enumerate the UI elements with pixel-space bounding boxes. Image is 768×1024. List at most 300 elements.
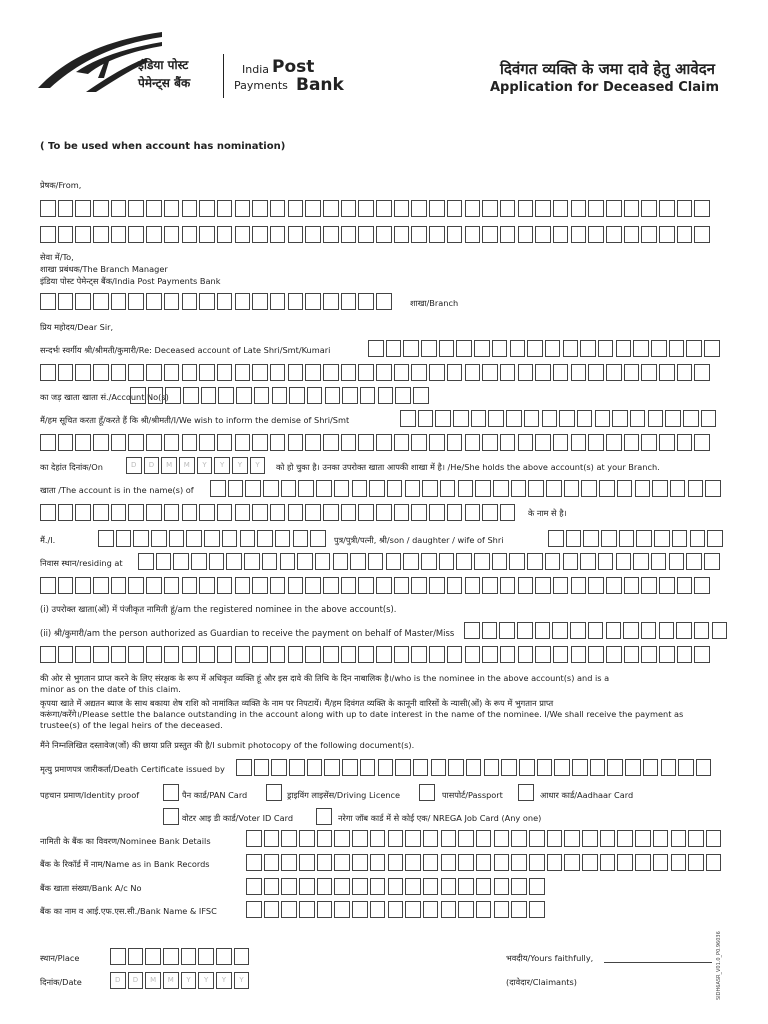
char-box[interactable] xyxy=(358,293,374,310)
char-box[interactable] xyxy=(570,622,586,639)
demise-date-boxes[interactable] xyxy=(126,457,268,474)
residing-boxes-2[interactable] xyxy=(40,577,712,594)
char-box[interactable] xyxy=(236,387,252,404)
char-box[interactable] xyxy=(511,830,527,847)
char-box[interactable] xyxy=(488,410,504,427)
char-box[interactable] xyxy=(524,410,540,427)
char-box[interactable] xyxy=(588,622,604,639)
char-box[interactable] xyxy=(310,530,326,547)
char-box[interactable] xyxy=(423,830,439,847)
char-box[interactable] xyxy=(270,577,286,594)
char-box[interactable] xyxy=(458,878,474,895)
char-box[interactable] xyxy=(376,226,392,243)
char-box[interactable] xyxy=(641,622,657,639)
char-box[interactable] xyxy=(388,830,404,847)
char-box[interactable] xyxy=(376,577,392,594)
char-box[interactable] xyxy=(235,434,251,451)
char-box[interactable] xyxy=(547,854,563,871)
char-box[interactable] xyxy=(519,759,535,776)
char-box[interactable] xyxy=(453,410,469,427)
char-box[interactable] xyxy=(547,830,563,847)
char-box[interactable] xyxy=(252,364,268,381)
char-box[interactable] xyxy=(500,646,516,663)
char-box[interactable] xyxy=(598,553,614,570)
char-box[interactable] xyxy=(164,226,180,243)
char-box[interactable] xyxy=(704,553,720,570)
char-box[interactable] xyxy=(474,340,490,357)
char-box[interactable] xyxy=(617,830,633,847)
char-box[interactable] xyxy=(494,854,510,871)
char-box[interactable] xyxy=(616,553,632,570)
char-box[interactable] xyxy=(288,646,304,663)
char-box[interactable] xyxy=(252,293,268,310)
char-box[interactable] xyxy=(494,830,510,847)
char-box[interactable] xyxy=(499,622,515,639)
char-box[interactable] xyxy=(293,530,309,547)
date-box[interactable]: M xyxy=(179,457,195,474)
char-box[interactable] xyxy=(706,830,722,847)
char-box[interactable] xyxy=(128,646,144,663)
account-name-boxes-2[interactable] xyxy=(40,504,518,521)
char-box[interactable] xyxy=(553,434,569,451)
char-box[interactable] xyxy=(305,646,321,663)
char-box[interactable] xyxy=(482,364,498,381)
from-boxes-row2[interactable] xyxy=(40,226,712,243)
char-box[interactable] xyxy=(552,622,568,639)
char-box[interactable] xyxy=(305,434,321,451)
char-box[interactable] xyxy=(688,854,704,871)
char-box[interactable] xyxy=(633,340,649,357)
char-box[interactable] xyxy=(635,830,651,847)
char-box[interactable] xyxy=(405,878,421,895)
char-box[interactable] xyxy=(358,200,374,217)
char-box[interactable] xyxy=(352,878,368,895)
char-box[interactable] xyxy=(40,504,56,521)
char-box[interactable] xyxy=(305,293,321,310)
char-box[interactable] xyxy=(93,577,109,594)
char-box[interactable] xyxy=(564,854,580,871)
char-box[interactable] xyxy=(535,646,551,663)
char-box[interactable] xyxy=(236,759,252,776)
char-box[interactable] xyxy=(360,759,376,776)
char-box[interactable] xyxy=(360,387,376,404)
char-box[interactable] xyxy=(281,854,297,871)
char-box[interactable] xyxy=(535,577,551,594)
char-box[interactable] xyxy=(429,364,445,381)
char-box[interactable] xyxy=(528,480,544,497)
char-box[interactable] xyxy=(145,948,161,965)
char-box[interactable] xyxy=(572,759,588,776)
char-box[interactable] xyxy=(429,434,445,451)
char-box[interactable] xyxy=(252,434,268,451)
char-box[interactable] xyxy=(386,553,402,570)
char-box[interactable] xyxy=(429,504,445,521)
char-box[interactable] xyxy=(146,364,162,381)
char-box[interactable] xyxy=(271,759,287,776)
char-box[interactable] xyxy=(511,878,527,895)
residing-boxes[interactable] xyxy=(138,553,722,570)
char-box[interactable] xyxy=(678,759,694,776)
char-box[interactable] xyxy=(400,410,416,427)
char-box[interactable] xyxy=(201,387,217,404)
char-box[interactable] xyxy=(235,364,251,381)
char-box[interactable] xyxy=(93,646,109,663)
char-box[interactable] xyxy=(182,200,198,217)
char-box[interactable] xyxy=(405,830,421,847)
char-box[interactable] xyxy=(264,854,280,871)
char-box[interactable] xyxy=(545,553,561,570)
char-box[interactable] xyxy=(254,387,270,404)
char-box[interactable] xyxy=(623,622,639,639)
char-box[interactable] xyxy=(476,854,492,871)
char-box[interactable] xyxy=(395,387,411,404)
char-box[interactable] xyxy=(537,759,553,776)
char-box[interactable] xyxy=(146,646,162,663)
char-box[interactable] xyxy=(630,410,646,427)
char-box[interactable] xyxy=(651,340,667,357)
char-box[interactable] xyxy=(182,577,198,594)
char-box[interactable] xyxy=(617,854,633,871)
char-box[interactable] xyxy=(482,200,498,217)
i-name-boxes[interactable] xyxy=(98,530,328,547)
char-box[interactable] xyxy=(263,480,279,497)
char-box[interactable] xyxy=(218,387,234,404)
char-box[interactable] xyxy=(606,226,622,243)
char-box[interactable] xyxy=(411,504,427,521)
char-box[interactable] xyxy=(429,200,445,217)
char-box[interactable] xyxy=(305,226,321,243)
char-box[interactable] xyxy=(358,226,374,243)
char-box[interactable] xyxy=(690,530,706,547)
char-box[interactable] xyxy=(341,200,357,217)
char-box[interactable] xyxy=(388,854,404,871)
char-box[interactable] xyxy=(245,480,261,497)
char-box[interactable] xyxy=(217,293,233,310)
account-no-boxes[interactable] xyxy=(130,387,431,404)
char-box[interactable] xyxy=(270,200,286,217)
char-box[interactable] xyxy=(394,646,410,663)
char-box[interactable] xyxy=(58,434,74,451)
char-box[interactable] xyxy=(316,480,332,497)
date-box[interactable]: M xyxy=(161,457,177,474)
char-box[interactable] xyxy=(606,622,622,639)
char-box[interactable] xyxy=(633,553,649,570)
char-box[interactable] xyxy=(588,200,604,217)
char-box[interactable] xyxy=(659,646,675,663)
char-box[interactable] xyxy=(405,901,421,918)
char-box[interactable] xyxy=(323,577,339,594)
char-box[interactable] xyxy=(156,553,172,570)
char-box[interactable] xyxy=(651,553,667,570)
char-box[interactable] xyxy=(606,200,622,217)
char-box[interactable] xyxy=(280,553,296,570)
char-box[interactable] xyxy=(323,226,339,243)
char-box[interactable] xyxy=(288,577,304,594)
char-box[interactable] xyxy=(511,480,527,497)
char-box[interactable] xyxy=(199,200,215,217)
char-box[interactable] xyxy=(228,480,244,497)
char-box[interactable] xyxy=(494,901,510,918)
char-box[interactable] xyxy=(429,646,445,663)
char-box[interactable] xyxy=(388,901,404,918)
char-box[interactable] xyxy=(494,878,510,895)
char-box[interactable] xyxy=(535,434,551,451)
char-box[interactable] xyxy=(128,504,144,521)
char-box[interactable] xyxy=(299,878,315,895)
char-box[interactable] xyxy=(635,854,651,871)
nominee-bank-boxes[interactable] xyxy=(246,830,724,847)
char-box[interactable] xyxy=(297,553,313,570)
char-box[interactable] xyxy=(182,293,198,310)
char-box[interactable] xyxy=(669,553,685,570)
char-box[interactable] xyxy=(527,340,543,357)
char-box[interactable] xyxy=(500,577,516,594)
char-box[interactable] xyxy=(456,340,472,357)
char-box[interactable] xyxy=(394,200,410,217)
char-box[interactable] xyxy=(146,293,162,310)
char-box[interactable] xyxy=(429,226,445,243)
char-box[interactable] xyxy=(582,854,598,871)
char-box[interactable] xyxy=(712,622,728,639)
char-box[interactable] xyxy=(40,646,56,663)
bank-ac-no-boxes[interactable] xyxy=(246,878,547,895)
date-box[interactable]: Y xyxy=(214,457,230,474)
char-box[interactable] xyxy=(93,226,109,243)
char-box[interactable] xyxy=(252,504,268,521)
char-box[interactable] xyxy=(423,854,439,871)
char-box[interactable] xyxy=(305,504,321,521)
char-box[interactable] xyxy=(411,646,427,663)
char-box[interactable] xyxy=(75,646,91,663)
char-box[interactable] xyxy=(500,226,516,243)
char-box[interactable] xyxy=(447,577,463,594)
char-box[interactable] xyxy=(370,878,386,895)
char-box[interactable] xyxy=(395,759,411,776)
char-box[interactable] xyxy=(288,434,304,451)
char-box[interactable] xyxy=(564,830,580,847)
char-box[interactable] xyxy=(429,577,445,594)
char-box[interactable] xyxy=(677,577,693,594)
char-box[interactable] xyxy=(648,410,664,427)
char-box[interactable] xyxy=(317,830,333,847)
char-box[interactable] xyxy=(376,504,392,521)
date-box[interactable]: Y xyxy=(197,457,213,474)
char-box[interactable] xyxy=(182,646,198,663)
char-box[interactable] xyxy=(199,434,215,451)
char-box[interactable] xyxy=(341,577,357,594)
char-box[interactable] xyxy=(110,948,126,965)
char-box[interactable] xyxy=(465,646,481,663)
char-box[interactable] xyxy=(217,577,233,594)
char-box[interactable] xyxy=(458,830,474,847)
char-box[interactable] xyxy=(288,200,304,217)
char-box[interactable] xyxy=(182,434,198,451)
char-box[interactable] xyxy=(246,878,262,895)
char-box[interactable] xyxy=(252,226,268,243)
char-box[interactable] xyxy=(305,364,321,381)
date-box[interactable]: Y xyxy=(250,457,266,474)
char-box[interactable] xyxy=(281,480,297,497)
char-box[interactable] xyxy=(299,901,315,918)
char-box[interactable] xyxy=(111,577,127,594)
char-box[interactable] xyxy=(148,387,164,404)
deceased-name-boxes[interactable] xyxy=(40,364,712,381)
char-box[interactable] xyxy=(447,504,463,521)
char-box[interactable] xyxy=(199,226,215,243)
char-box[interactable] xyxy=(93,504,109,521)
char-box[interactable] xyxy=(40,364,56,381)
char-box[interactable] xyxy=(217,504,233,521)
char-box[interactable] xyxy=(289,759,305,776)
bank-name-ifsc-boxes[interactable] xyxy=(246,901,547,918)
char-box[interactable] xyxy=(342,387,358,404)
char-box[interactable] xyxy=(388,878,404,895)
char-box[interactable] xyxy=(456,553,472,570)
char-box[interactable] xyxy=(146,577,162,594)
char-box[interactable] xyxy=(476,830,492,847)
char-box[interactable] xyxy=(394,577,410,594)
char-box[interactable] xyxy=(686,553,702,570)
char-box[interactable] xyxy=(641,434,657,451)
char-box[interactable] xyxy=(474,553,490,570)
char-box[interactable] xyxy=(128,226,144,243)
char-box[interactable] xyxy=(546,480,562,497)
char-box[interactable] xyxy=(677,364,693,381)
char-box[interactable] xyxy=(323,293,339,310)
pan-card-checkbox[interactable] xyxy=(163,784,179,801)
char-box[interactable] xyxy=(272,387,288,404)
char-box[interactable] xyxy=(216,948,232,965)
char-box[interactable] xyxy=(482,504,498,521)
char-box[interactable] xyxy=(571,434,587,451)
char-box[interactable] xyxy=(352,830,368,847)
char-box[interactable] xyxy=(111,293,127,310)
date-boxes[interactable] xyxy=(110,972,252,989)
char-box[interactable] xyxy=(659,434,675,451)
char-box[interactable] xyxy=(317,854,333,871)
char-box[interactable] xyxy=(235,504,251,521)
char-box[interactable] xyxy=(624,226,640,243)
char-box[interactable] xyxy=(93,200,109,217)
char-box[interactable] xyxy=(199,504,215,521)
char-box[interactable] xyxy=(58,504,74,521)
char-box[interactable] xyxy=(509,553,525,570)
date-box[interactable]: M xyxy=(163,972,179,989)
char-box[interactable] xyxy=(441,901,457,918)
char-box[interactable] xyxy=(653,830,669,847)
char-box[interactable] xyxy=(58,293,74,310)
char-box[interactable] xyxy=(165,387,181,404)
char-box[interactable] xyxy=(616,340,632,357)
char-box[interactable] xyxy=(191,553,207,570)
char-box[interactable] xyxy=(411,200,427,217)
char-box[interactable] xyxy=(334,830,350,847)
char-box[interactable] xyxy=(235,226,251,243)
char-box[interactable] xyxy=(677,200,693,217)
char-box[interactable] xyxy=(341,434,357,451)
demise-name-boxes[interactable] xyxy=(40,434,712,451)
char-box[interactable] xyxy=(482,622,498,639)
char-box[interactable] xyxy=(671,854,687,871)
guardian-boxes[interactable] xyxy=(464,622,729,639)
char-box[interactable] xyxy=(376,646,392,663)
date-box[interactable]: D xyxy=(144,457,160,474)
char-box[interactable] xyxy=(58,577,74,594)
char-box[interactable] xyxy=(352,480,368,497)
char-box[interactable] xyxy=(298,480,314,497)
char-box[interactable] xyxy=(317,878,333,895)
char-box[interactable] xyxy=(270,646,286,663)
char-box[interactable] xyxy=(405,480,421,497)
char-box[interactable] xyxy=(151,530,167,547)
char-box[interactable] xyxy=(370,854,386,871)
char-box[interactable] xyxy=(111,200,127,217)
char-box[interactable] xyxy=(590,759,606,776)
char-box[interactable] xyxy=(75,200,91,217)
guardian-boxes-2[interactable] xyxy=(40,646,712,663)
char-box[interactable] xyxy=(465,504,481,521)
char-box[interactable] xyxy=(553,646,569,663)
char-box[interactable] xyxy=(368,340,384,357)
char-box[interactable] xyxy=(334,480,350,497)
char-box[interactable] xyxy=(58,200,74,217)
char-box[interactable] xyxy=(199,646,215,663)
char-box[interactable] xyxy=(182,504,198,521)
char-box[interactable] xyxy=(352,901,368,918)
char-box[interactable] xyxy=(394,364,410,381)
char-box[interactable] xyxy=(262,553,278,570)
char-box[interactable] xyxy=(411,434,427,451)
aadhaar-card-checkbox[interactable] xyxy=(518,784,534,801)
char-box[interactable] xyxy=(173,553,189,570)
char-box[interactable] xyxy=(624,577,640,594)
char-box[interactable] xyxy=(439,553,455,570)
char-box[interactable] xyxy=(465,364,481,381)
char-box[interactable] xyxy=(204,530,220,547)
char-box[interactable] xyxy=(413,387,429,404)
char-box[interactable] xyxy=(305,577,321,594)
re-deceased-boxes[interactable] xyxy=(368,340,722,357)
char-box[interactable] xyxy=(182,226,198,243)
char-box[interactable] xyxy=(252,577,268,594)
nrega-checkbox[interactable] xyxy=(316,808,332,825)
char-box[interactable] xyxy=(580,340,596,357)
char-box[interactable] xyxy=(625,759,641,776)
char-box[interactable] xyxy=(40,200,56,217)
char-box[interactable] xyxy=(677,226,693,243)
char-box[interactable] xyxy=(128,293,144,310)
char-box[interactable] xyxy=(545,340,561,357)
signature-line[interactable] xyxy=(604,962,712,963)
char-box[interactable] xyxy=(553,226,569,243)
char-box[interactable] xyxy=(529,854,545,871)
char-box[interactable] xyxy=(317,901,333,918)
char-box[interactable] xyxy=(571,364,587,381)
char-box[interactable] xyxy=(164,293,180,310)
char-box[interactable] xyxy=(683,410,699,427)
char-box[interactable] xyxy=(275,530,291,547)
char-box[interactable] xyxy=(288,226,304,243)
char-box[interactable] xyxy=(370,830,386,847)
char-box[interactable] xyxy=(624,364,640,381)
char-box[interactable] xyxy=(75,577,91,594)
char-box[interactable] xyxy=(394,226,410,243)
char-box[interactable] xyxy=(128,948,144,965)
char-box[interactable] xyxy=(323,434,339,451)
char-box[interactable] xyxy=(500,504,516,521)
char-box[interactable] xyxy=(246,854,262,871)
char-box[interactable] xyxy=(130,387,146,404)
